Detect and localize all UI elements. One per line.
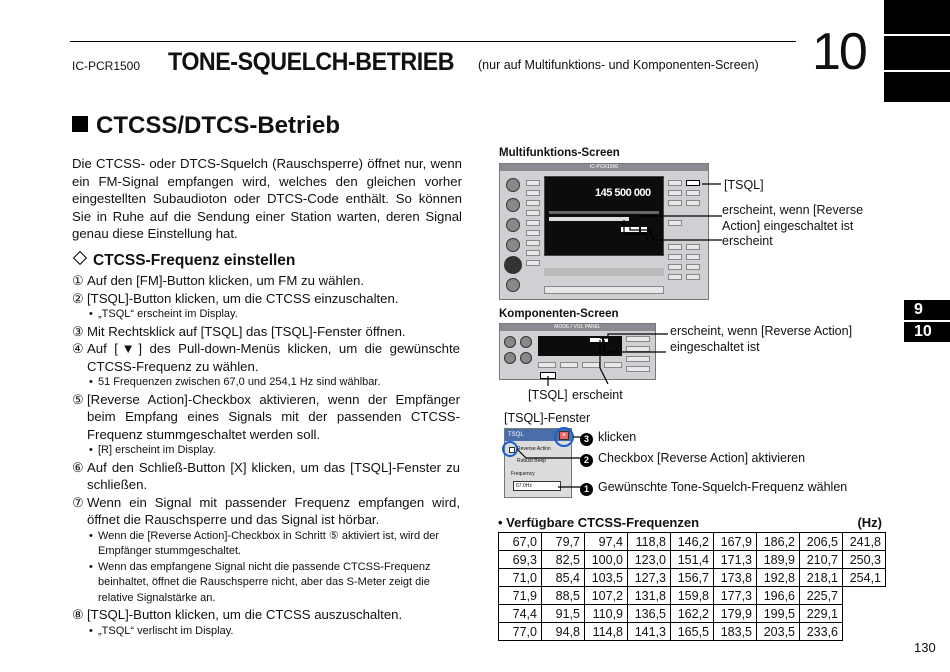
table-cell: 210,7 bbox=[800, 551, 843, 569]
table-cell: 107,2 bbox=[585, 587, 628, 605]
tsql-step1-annotation bbox=[580, 480, 847, 496]
panel-button bbox=[526, 210, 540, 216]
knob-icon bbox=[506, 178, 520, 192]
chapter-number: 10 bbox=[812, 23, 866, 81]
panel-button bbox=[526, 200, 540, 206]
step-number: ② bbox=[72, 290, 84, 306]
table-cell: 97,4 bbox=[585, 533, 628, 551]
step-3 bbox=[72, 323, 460, 341]
step-number: ④ bbox=[72, 341, 84, 356]
comp-annotation-appears: erscheint bbox=[572, 388, 623, 402]
table-cell: 186,2 bbox=[757, 533, 800, 551]
table-cell bbox=[843, 605, 886, 623]
step-8 bbox=[72, 606, 460, 624]
chapter-bar bbox=[884, 36, 950, 70]
step-note: • „TSQL“ erscheint im Display. bbox=[89, 308, 238, 320]
table-cell: 179,9 bbox=[714, 605, 757, 623]
side-tab-9[interactable]: 9 bbox=[904, 300, 950, 320]
table-cell: 127,3 bbox=[628, 569, 671, 587]
table-cell: 165,5 bbox=[671, 623, 714, 641]
table-cell: 114,8 bbox=[585, 623, 628, 641]
frequency-dropdown[interactable]: 67.0Hz bbox=[513, 481, 561, 491]
intro-paragraph: Die CTCSS- oder DTCS-Squelch (Rauschsperre) öffnet nur, wenn ein FM-Signal empfangen wird, welches den gleichen vorher eingestellten Subaudioton oder DTCS-Code enthält. So können Sie in Ruhe auf die Sendung einer Station warten, deren Signal genau diese Einstellung hat. bbox=[72, 156, 462, 241]
knob-icon bbox=[520, 336, 532, 348]
table-row bbox=[499, 605, 886, 623]
step-number: ① bbox=[72, 273, 84, 288]
note-text: Wenn das empfangene Signal nicht die passende CTCSS-Frequenz beinhaltet, öffnet die Rauschsperre nicht, aber das S-Meter zeigt die relative Signalstärke an. bbox=[98, 560, 431, 604]
panel-button bbox=[668, 254, 682, 260]
multi-screen-label: Multifunktions-Screen bbox=[499, 147, 620, 159]
step-number: ⑧ bbox=[72, 607, 84, 622]
table-cell: 192,8 bbox=[757, 569, 800, 587]
table-cell: 241,8 bbox=[843, 533, 886, 551]
subsection-heading bbox=[72, 252, 295, 270]
step-note: • 51 Frequenzen zwischen 67,0 und 254,1 Hz sind wählbar. bbox=[89, 376, 381, 388]
header-rule bbox=[70, 41, 796, 42]
step-text: [Reverse Action]-Checkbox aktivieren, wenn der Empfänger beim Empfang eines Signals mit der passenden CTCSS-Frequenz stummgeschaltet werden soll. bbox=[87, 391, 460, 442]
side-tab-10[interactable]: 10 bbox=[904, 322, 950, 342]
step-text: [TSQL]-Button klicken, um die CTCSS einzuschalten. bbox=[87, 290, 399, 306]
step-number: ⑥ bbox=[72, 459, 84, 475]
steps-list bbox=[72, 272, 460, 639]
annotation-text: klicken bbox=[598, 430, 637, 444]
marker-2: 2 bbox=[580, 454, 593, 467]
table-cell: 74,4 bbox=[499, 605, 542, 623]
table-cell bbox=[843, 587, 886, 605]
table-cell: 183,5 bbox=[714, 623, 757, 641]
table-row bbox=[499, 533, 886, 551]
annotation-reverse: erscheint, wenn [Reverse Action] eingeschaltet ist bbox=[722, 203, 864, 233]
panel-button bbox=[668, 274, 682, 280]
note-text: „TSQL“ verlischt im Display. bbox=[98, 624, 234, 637]
panel-button bbox=[526, 180, 540, 186]
step-note: • Wenn die [Reverse Action]-Checkbox in Schritt ⑤ aktiviert ist, wird der Empfänger stummgeschaltet. bbox=[89, 529, 440, 557]
mode-button-row bbox=[544, 286, 664, 294]
frequency-readout: 145 500 000 bbox=[595, 187, 651, 199]
step-text: Auf [▼] des Pull-down-Menüs klicken, um die gewünschte CTCSS-Frequenz zu wählen. bbox=[87, 341, 460, 374]
knob-icon bbox=[506, 278, 520, 292]
section-heading bbox=[72, 112, 340, 140]
table-cell bbox=[843, 623, 886, 641]
table-cell: 167,9 bbox=[714, 533, 757, 551]
table-cell: 156,7 bbox=[671, 569, 714, 587]
table-cell: 229,1 bbox=[800, 605, 843, 623]
callout-lines bbox=[600, 178, 725, 248]
panel-button bbox=[526, 230, 540, 236]
table-cell: 225,7 bbox=[800, 587, 843, 605]
step-2 bbox=[72, 290, 460, 308]
table-cell: 71,0 bbox=[499, 569, 542, 587]
table-cell: 69,3 bbox=[499, 551, 542, 569]
multi-window-title: IC-PCR1500 bbox=[500, 164, 708, 171]
table-cell: 131,8 bbox=[628, 587, 671, 605]
table-heading: • Verfügbare CTCSS-Frequenzen (Hz) bbox=[498, 515, 882, 530]
table-cell: 254,1 bbox=[843, 569, 886, 587]
table-cell: 250,3 bbox=[843, 551, 886, 569]
comp-screen-label: Komponenten-Screen bbox=[499, 308, 619, 320]
table-title: Verfügbare CTCSS-Frequenzen bbox=[506, 515, 700, 530]
tsql-step2-annotation bbox=[580, 451, 805, 467]
table-cell: 79,7 bbox=[542, 533, 585, 551]
step-note: • [R] erscheint im Display. bbox=[89, 444, 216, 456]
step-text: [TSQL]-Button klicken, um die CTCSS auszuschalten. bbox=[87, 607, 403, 622]
panel-button bbox=[668, 264, 682, 270]
table-cell: 67,0 bbox=[499, 533, 542, 551]
step-1 bbox=[72, 272, 460, 290]
step-text: Auf den Schließ-Button [X] klicken, um das [TSQL]-Fenster zu schließen. bbox=[87, 459, 460, 492]
table-cell: 196,6 bbox=[757, 587, 800, 605]
table-cell: 118,8 bbox=[628, 533, 671, 551]
table-cell: 199,5 bbox=[757, 605, 800, 623]
note-text: 51 Frequenzen zwischen 67,0 und 254,1 Hz sind wählbar. bbox=[98, 376, 381, 388]
square-bullet-icon bbox=[72, 116, 88, 132]
page-title: TONE-SQUELCH-BETRIEB bbox=[168, 48, 455, 76]
annotation-text: Checkbox [Reverse Action] aktivieren bbox=[598, 451, 806, 465]
main-dial-icon bbox=[504, 256, 522, 274]
note-text: Wenn die [Reverse Action]-Checkbox in Schritt ⑤ aktiviert ist, wird der Empfänger stummgeschaltet. bbox=[98, 529, 440, 557]
step-text: Wenn ein Signal mit passender Frequenz empfangen wird, öffnet die Rauschsperre und das Signal ist hörbar. bbox=[87, 494, 460, 527]
table-cell: 91,5 bbox=[542, 605, 585, 623]
comp-annotation-reverse: erscheint, wenn [Reverse Action] eingeschaltet ist bbox=[670, 324, 853, 354]
table-cell: 100,0 bbox=[585, 551, 628, 569]
table-cell: 85,4 bbox=[542, 569, 585, 587]
table-cell: 146,2 bbox=[671, 533, 714, 551]
table-row bbox=[499, 569, 886, 587]
marker-1: 1 bbox=[580, 483, 593, 496]
note-text: „TSQL“ erscheint im Display. bbox=[98, 308, 238, 320]
table-cell: 110,9 bbox=[585, 605, 628, 623]
knob-icon bbox=[506, 198, 520, 212]
table-unit: (Hz) bbox=[857, 515, 882, 530]
annotation-appears: erscheint bbox=[722, 234, 773, 248]
table-cell: 159,8 bbox=[671, 587, 714, 605]
chapter-bar bbox=[884, 0, 950, 34]
knob-icon bbox=[520, 352, 532, 364]
page-number: 130 bbox=[914, 640, 936, 655]
table-cell: 218,1 bbox=[800, 569, 843, 587]
comp-annotation-tsql: [TSQL] bbox=[528, 388, 568, 402]
tsql-window-title: TSQL bbox=[505, 429, 571, 441]
table-cell: 88,5 bbox=[542, 587, 585, 605]
table-cell: 77,0 bbox=[499, 623, 542, 641]
marker-3: 3 bbox=[580, 433, 593, 446]
reverse-action-label: Reverse Action bbox=[517, 446, 551, 452]
table-cell: 203,5 bbox=[757, 623, 800, 641]
ctcss-frequency-table bbox=[498, 532, 886, 641]
panel-button bbox=[526, 250, 540, 256]
close-icon[interactable]: × bbox=[559, 431, 569, 440]
step-note: • Wenn das empfangene Signal nicht die passende CTCSS-Frequenz beinhaltet, öffnet die Rauschsperre nicht, aber das S-Meter zeigt die relative Signalstärke an. bbox=[89, 560, 431, 604]
page-subtitle: (nur auf Multifunktions- und Komponenten-Screen) bbox=[478, 58, 759, 72]
table-cell: 206,5 bbox=[800, 533, 843, 551]
comp-callout-lines bbox=[540, 328, 670, 390]
step-note: • „TSQL“ verlischt im Display. bbox=[89, 624, 234, 637]
section-title: CTCSS/DTCS-Betrieb bbox=[96, 112, 341, 139]
table-cell: 103,5 bbox=[585, 569, 628, 587]
panel-button bbox=[526, 240, 540, 246]
step-number: ⑦ bbox=[72, 494, 84, 510]
step-text: Auf den [FM]-Button klicken, um FM zu wählen. bbox=[87, 273, 365, 288]
knob-icon bbox=[504, 336, 516, 348]
diamond-icon bbox=[73, 251, 87, 265]
table-cell: 173,8 bbox=[714, 569, 757, 587]
panel-button bbox=[686, 254, 700, 260]
table-cell: 141,3 bbox=[628, 623, 671, 641]
table-cell: 177,3 bbox=[714, 587, 757, 605]
panel-button bbox=[686, 274, 700, 280]
control-strip bbox=[544, 268, 664, 276]
knob-icon bbox=[506, 218, 520, 232]
comp-window-title: MODE / VOL PANEL bbox=[500, 324, 655, 331]
table-cell: 71,9 bbox=[499, 587, 542, 605]
step-number: ⑤ bbox=[72, 391, 84, 407]
panel-button bbox=[686, 264, 700, 270]
table-row bbox=[499, 587, 886, 605]
step-4 bbox=[72, 340, 460, 375]
step-text: Mit Rechtsklick auf [TSQL] das [TSQL]-Fenster öffnen. bbox=[87, 323, 406, 339]
table-cell: 171,3 bbox=[714, 551, 757, 569]
frequency-label: Frequency bbox=[511, 471, 535, 477]
table-cell: 94,8 bbox=[542, 623, 585, 641]
step-number: ③ bbox=[72, 323, 84, 339]
table-cell: 162,2 bbox=[671, 605, 714, 623]
panel-button bbox=[526, 220, 540, 226]
note-text: [R] erscheint im Display. bbox=[98, 444, 216, 456]
tsql-step3-annotation bbox=[580, 430, 636, 446]
chapter-bar bbox=[884, 72, 950, 102]
step-7 bbox=[72, 494, 460, 529]
robust-beep-label: Robust Beep bbox=[517, 458, 546, 464]
step-6 bbox=[72, 459, 460, 494]
tsql-window-label: [TSQL]-Fenster bbox=[504, 411, 591, 425]
knob-icon bbox=[504, 352, 516, 364]
knob-icon bbox=[506, 238, 520, 252]
table-row bbox=[499, 623, 886, 641]
table-row bbox=[499, 551, 886, 569]
model-name: IC-PCR1500 bbox=[72, 59, 141, 73]
table-cell: 233,6 bbox=[800, 623, 843, 641]
table-cell: 82,5 bbox=[542, 551, 585, 569]
table-cell: 136,5 bbox=[628, 605, 671, 623]
step-5 bbox=[72, 391, 460, 444]
annotation-text: Gewünschte Tone-Squelch-Frequenz wählen bbox=[598, 480, 848, 494]
annotation-tsql: [TSQL] bbox=[724, 178, 764, 192]
table-cell: 151,4 bbox=[671, 551, 714, 569]
subsection-title: CTCSS-Frequenz einstellen bbox=[93, 252, 296, 269]
panel-button bbox=[526, 260, 540, 266]
table-cell: 189,9 bbox=[757, 551, 800, 569]
table-cell: 123,0 bbox=[628, 551, 671, 569]
panel-button bbox=[526, 190, 540, 196]
